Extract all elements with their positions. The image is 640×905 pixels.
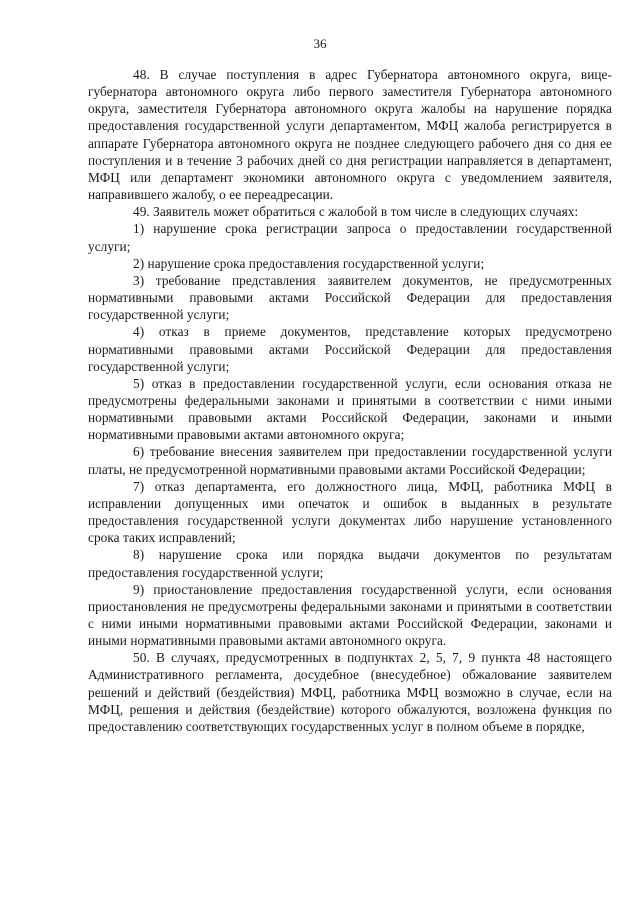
- paragraph-49: 49. Заявитель может обратиться с жалобой в том числе в следующих случаях:: [133, 204, 579, 220]
- list-item-6: 6) требование внесения заявителем при предоставлении государственной услуги платы, не предусмотренной нормативными правовыми актами Российской Федерации;: [88, 444, 612, 477]
- list-item-3: 3) требование представления заявителем документов, не предусмотренных нормативными правовыми актами Российской Федерации для предоставления государственной услуги;: [88, 272, 612, 323]
- paragraph-50: 50. В случаях, предусмотренных в подпунктах 2, 5, 7, 9 пункта 48 настоящего Административного регламента, досудебное (внесудебное) обжалование заявителем решений и действий (бездействия) МФЦ, работника МФЦ возможно в случае, если на МФЦ, решения и действия (бездействие) которого обжалуются, возложена функция по предоставлению соответствующих государственных услуг в полном объеме в порядке,: [88, 650, 612, 734]
- list-item-4: 4) отказ в приеме документов, представление которых предусмотрено нормативными правовыми актами Российской Федерации для предоставления государственной услуги;: [88, 324, 612, 374]
- list-item-2: 2) нарушение срока предоставления государственной услуги;: [133, 255, 485, 271]
- list-item-9: 9) приостановление предоставления государственной услуги, если основания приостановления не предусмотрены федеральными законами и принятыми в соответствии с ними иными нормативными правовыми актами Российской Федерации, законами и иными нормативными правовыми актами автономного округа.: [88, 581, 612, 649]
- page-number: 36: [313, 36, 327, 51]
- list-item-7: 7) отказ департамента, его должностного лица, МФЦ, работника МФЦ в исправлении допущенных ими опечаток и ошибок в выданных в результате предоставления государственной услуги документах либо нарушение установленного срока таких исправлений;: [88, 478, 612, 546]
- list-item-5: 5) отказ в предоставлении государственной услуги, если основания отказа не предусмотрены федеральными законами и принятыми в соответствии с ними иными нормативными правовыми актами Российской Федерации, законами и иными нормативными правовыми актами автономного округа;: [88, 375, 612, 443]
- document-body: [88, 66, 612, 735]
- paragraph-48: 48. В случае поступления в адрес Губернатора автономного округа, вице-губернатора автономного округа либо первого заместителя Губернатора автономного округа, заместителя Губернатора автономного округа жалобы на нарушение порядка предоставления государственной услуги департаментом, МФЦ жалоба регистрируется в аппарате Губернатора автономного округа не позднее следующего рабочего дня со дня ее поступления и в течение 3 рабочих дней со дня регистрации направляется в департамент, МФЦ или департамент экономики автономного округа с уведомлением заявителя, направившего жалобу, о ее переадресации.: [88, 67, 612, 203]
- list-item-8: 8) нарушение срока или порядка выдачи документов по результатам предоставления государственной услуги;: [88, 547, 612, 580]
- list-item-1: 1) нарушение срока регистрации запроса о предоставлении государственной услуги;: [88, 221, 612, 254]
